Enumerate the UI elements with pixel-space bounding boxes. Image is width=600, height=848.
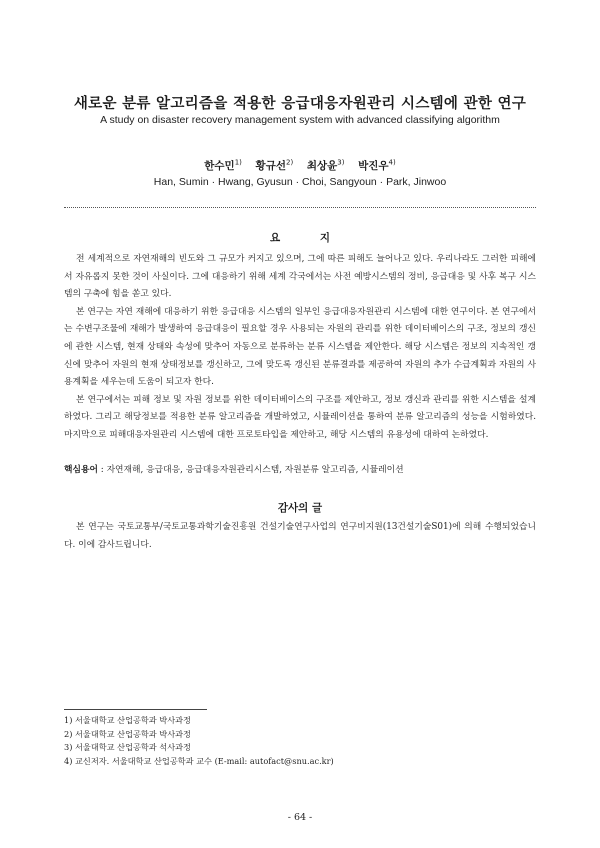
author-name: 박진우 (358, 160, 389, 172)
acknowledgement-body (64, 519, 536, 554)
footnote-item: 2) 서울대학교 산업공학과 박사과정 (64, 728, 191, 739)
abstract-paragraph: 본 연구는 자연 재해에 대응하기 위한 응급대응 시스템의 일부인 응급대응자원관리 시스템에 대한 연구이다. 본 연구에서는 수변구조물에 재해가 발생하여 응급대응이 필요할 경우 사용되는 자원의 관리를 위한 데이터베이스의 구조, 정보의 갱신에 관한 시스템, 현재 상태와 속성에 맞추어 자동으로 분류하는 분류 시스템을 제안한다. 해당 시스템은 정보의 지속적인 갱신에 맞추어 자원의 현재 상태정보를 갱신하고, 그에 맞도록 갱신된 분류결과를 제공하여 자원의 추가 수급계획과 자원의 사용계획을 세우는데 도움이 되고자 한다. (64, 306, 536, 388)
author-footnote-mark: 2) (285, 158, 294, 167)
footnote-item: 1) 서울대학교 산업공학과 박사과정 (64, 715, 191, 725)
author-footnote-mark: 3) (337, 158, 345, 167)
author (307, 160, 345, 172)
abstract-paragraph: 본 연구에서는 피해 정보 및 자원 정보를 위한 데이터베이스의 구조를 제안하고, 정보 갱신과 관리를 위한 시스템을 설계하였다. 그리고 해당정보를 적용한 분류 알고리즘을 개발하였고, 시뮬레이션을 통하여 분류 알고리즘의 성능을 시험하였다. 마지막으로 피해대응자원관리 시스템에 대한 프로토타입을 제안하고, 해당 시스템의 유용성에 대하여 논하였다. (64, 394, 536, 440)
author-footnote-mark: 1) (234, 158, 242, 167)
keywords-separator: : (98, 465, 107, 475)
paper-title-english: A study on disaster recovery management system with advanced classifying algorithm (100, 114, 500, 126)
header-divider (64, 207, 536, 208)
footnote-divider (64, 709, 207, 710)
author-name: 한수민 (204, 160, 235, 172)
footnote-list (64, 714, 536, 768)
page-number: - 64 - (287, 812, 313, 823)
keywords-text: 자연재해, 응급대응, 응급대응자원관리시스템, 자원분류 알고리즘, 시뮬레이션 (106, 465, 404, 475)
author-list-korean (0, 158, 600, 173)
author-name: 황규선 (255, 160, 286, 172)
paper-title-korean: 새로운 분류 알고리즘을 적용한 응급대응자원관리 시스템에 관한 연구 (73, 96, 527, 112)
acknowledgement-heading: 감사의 글 (277, 502, 323, 514)
keywords-line (64, 463, 536, 477)
author (256, 160, 294, 172)
abstract-heading: 요 지 (270, 232, 348, 244)
abstract-paragraph: 전 세계적으로 자연재해의 빈도와 그 규모가 커지고 있으며, 그에 따른 피해도 늘어나고 있다. 우리나라도 그러한 피해에서 자유롭지 못한 것이 사실이다. 그에 대응하기 위해 세계 각국에서는 사전 예방시스템의 정비, 응급대응 및 사후 복구 시스템의 구축에 힘을 쏟고 있다. (64, 254, 536, 300)
footnote-item: 3) 서울대학교 산업공학과 석사과정 (64, 742, 191, 753)
abstract-body (64, 251, 536, 445)
acknowledgement-text: 본 연구는 국토교통부/국토교통과학기술진흥원 건설기술연구사업의 연구비지원(13건설기술S01)에 의해 수행되었습니다. 이에 감사드립니다. (64, 522, 536, 550)
footnote-item: 4) 교신저자. 서울대학교 산업공학과 교수 (E-mail: autofact@snu.ac.kr) (64, 755, 334, 766)
author-name: 최상윤 (306, 160, 338, 172)
author-footnote-mark: 4) (388, 158, 396, 167)
keywords-label: 핵심용어 (64, 465, 98, 475)
author (204, 160, 242, 172)
author-list-english: Han, Sumin · Hwang, Gyusun · Choi, Sangyoun · Park, Jinwoo (153, 176, 447, 188)
author (358, 160, 396, 172)
